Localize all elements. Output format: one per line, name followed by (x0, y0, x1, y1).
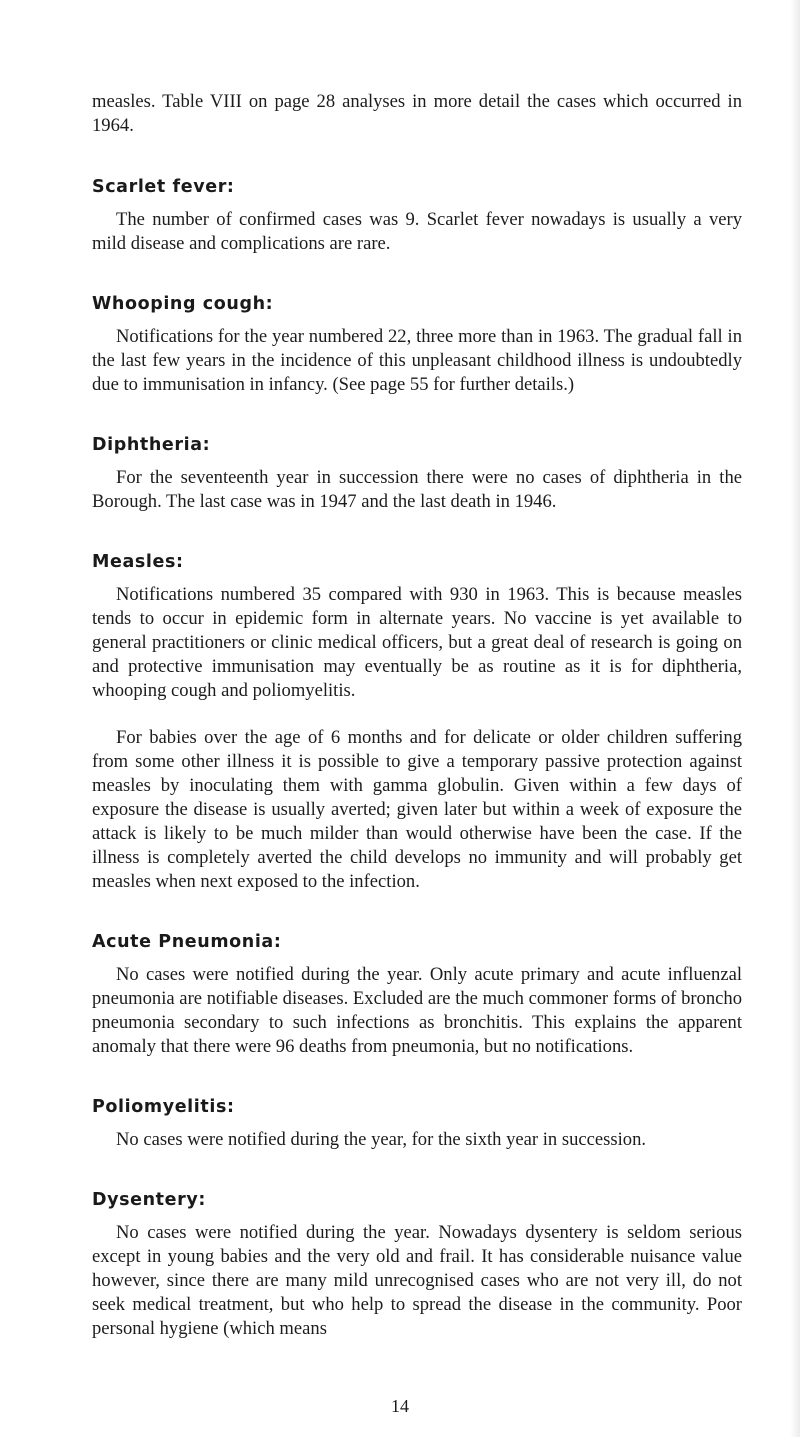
paragraph-measles-2: For babies over the age of 6 months and for delicate or older children suffering from some other illness it is possible to give a temporary passive protection against measles by inoculating them with gamma globulin. Given within a few days of exposure the disease is usually averted; given later but within a week of exposure the attack is likely to be much milder than would otherwise have been the case. If the illness is completely averted the child develops no immunity and will probably get measles when next exposed to the infection. (92, 727, 742, 892)
section-measles (92, 551, 742, 894)
document-page (92, 90, 742, 1341)
section-heading-whooping-cough: Whooping cough: (92, 294, 274, 314)
section-heading-acute-pneumonia: Acute Pneumonia: (92, 932, 282, 952)
section-heading-poliomyelitis: Poliomyelitis: (92, 1097, 235, 1117)
section-whooping-cough (92, 293, 742, 397)
paragraph-dysentery: No cases were notified during the year. Nowadays dysentery is seldom serious except in young babies and the very old and frail. It has considerable nuisance value however, since there are many mild unrecognised cases who are not very ill, do not seek medical treatment, but who help to spread the disease in the community. Poor personal hygiene (which means (92, 1222, 742, 1339)
page-number: 14 (391, 1396, 409, 1416)
section-heading-diphtheria: Diphtheria: (92, 435, 211, 455)
paragraph-acute-pneumonia: No cases were notified during the year. Only acute primary and acute influenzal pneumonia are notifiable diseases. Excluded are the much commoner forms of broncho pneumonia secondary to such infections as bronchitis. This explains the apparent anomaly that there were 96 deaths from pneumonia, but no notifications. (92, 964, 742, 1057)
intro-paragraph: measles. Table VIII on page 28 analyses in more detail the cases which occurred in 1964. (92, 91, 742, 136)
section-heading-dysentery: Dysentery: (92, 1190, 206, 1210)
section-acute-pneumonia (92, 931, 742, 1059)
paragraph-whooping-cough: Notifications for the year numbered 22, three more than in 1963. The gradual fall in the last few years in the incidence of this unpleasant childhood illness is undoubtedly due to immunisation in infancy. (See page 55 for further details.) (92, 326, 742, 395)
page-edge-shadow (790, 0, 800, 1437)
section-scarlet-fever (92, 176, 742, 256)
section-poliomyelitis (92, 1096, 742, 1152)
section-diphtheria (92, 434, 742, 514)
section-heading-measles: Measles: (92, 552, 184, 572)
paragraph-diphtheria: For the seventeenth year in succession there were no cases of diphtheria in the Borough. The last case was in 1947 and the last death in 1946. (92, 467, 742, 512)
paragraph-poliomyelitis: No cases were notified during the year, for the sixth year in succession. (116, 1129, 647, 1150)
paragraph-scarlet-fever: The number of confirmed cases was 9. Scarlet fever nowadays is usually a very mild disease and complications are rare. (92, 209, 742, 254)
section-dysentery (92, 1189, 742, 1341)
paragraph-measles-1: Notifications numbered 35 compared with 930 in 1963. This is because measles tends to occur in epidemic form in alternate years. No vaccine is yet available to general practitioners or clinic medical officers, but a great deal of research is going on and protective immunisation may eventually be as routine as it is for diphtheria, whooping cough and poliomyelitis. (92, 584, 742, 701)
section-heading-scarlet-fever: Scarlet fever: (92, 177, 235, 197)
